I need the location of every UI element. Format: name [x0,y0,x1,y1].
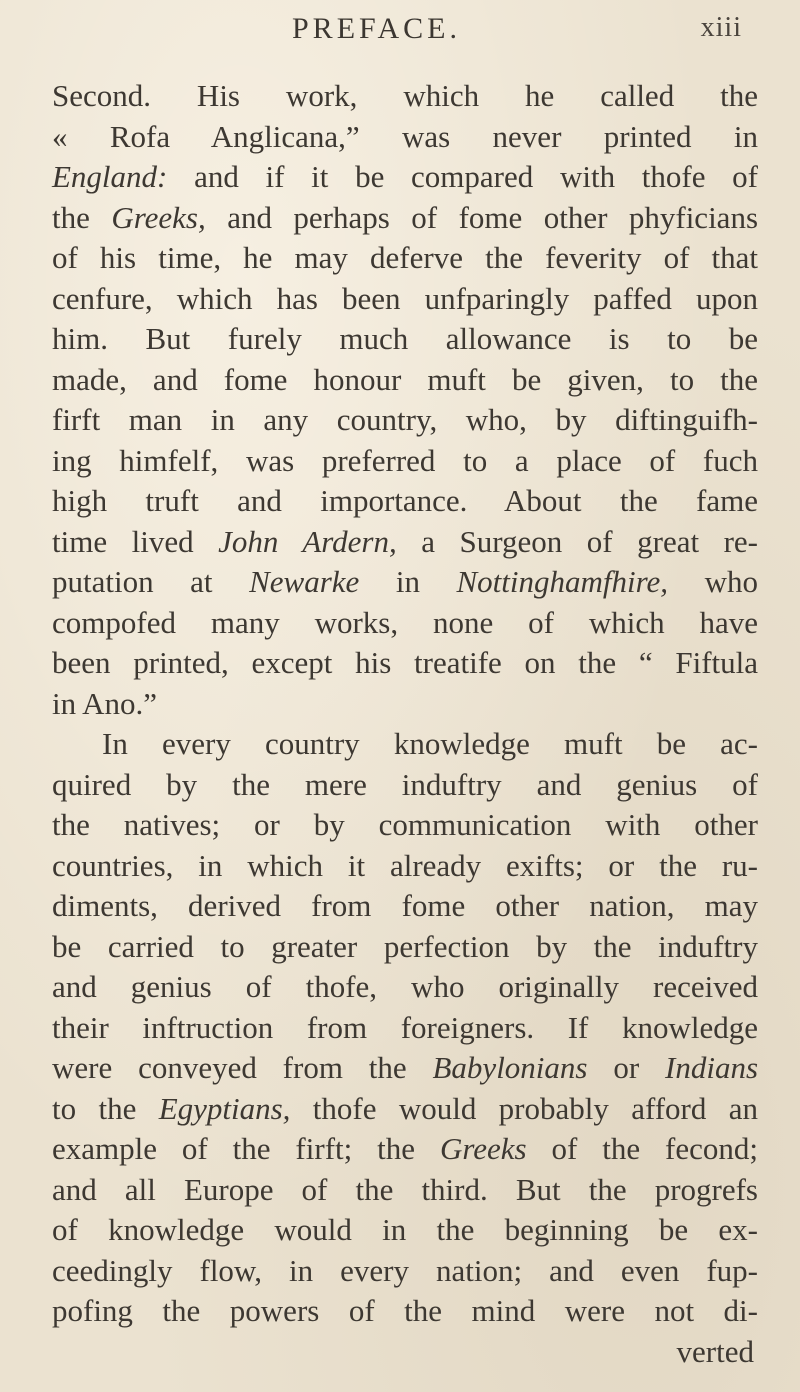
text-run: example of the firft; the [52,1131,440,1166]
text-line [52,117,758,158]
text-run: putation at [52,564,250,599]
text-line [52,1089,758,1130]
text-run: countries, in which it already exifts; or the ru- [52,847,758,883]
text-run: high truft and importance. About the fame [52,483,758,518]
text-line [52,481,758,522]
text-run: were conveyed from the [52,1050,433,1085]
text-run: and all Europe of the third. But the progrefs [52,1171,758,1207]
text-run: a Surgeon of great re- [396,523,758,559]
paragraph-2 [52,724,758,1332]
text-run: be carried to greater perfection by the induftry [52,928,758,964]
text-run: « Rofa Anglicana,” was never printed in [52,118,758,154]
text-line [52,441,758,482]
text-run: of his time, he may deferve the feverity of that [52,240,758,275]
text-line [52,279,758,320]
text-line [52,1251,758,1292]
text-run: In every country knowledge muft be ac- [102,726,758,761]
italic-run: Nottinghamfhire, [456,564,669,599]
text-line [52,238,758,279]
text-run: of knowledge would in the beginning be ex- [52,1212,758,1247]
page-number: xiii [700,12,742,43]
text-line [52,886,758,927]
body-text [52,76,758,1372]
text-line [52,1129,758,1170]
text-run: the [52,199,112,235]
text-run: their inftruction from foreigners. If knowledge [52,1009,758,1045]
text-run: or [587,1050,666,1085]
italic-run: Indians [665,1050,759,1085]
text-run: in Ano.” [52,685,158,721]
text-line [52,1008,758,1049]
text-run: diments, derived from fome other nation, may [52,888,758,923]
text-line [52,562,758,603]
text-line [52,684,758,725]
catchword: verted [676,1333,754,1369]
text-line [52,76,758,117]
italic-run: John Ardern, [218,523,397,559]
italic-run: Egyptians, [158,1090,291,1126]
text-run: pofing the powers of the mind were not di- [52,1293,758,1328]
running-head [0,12,800,56]
text-run: quired by the mere induftry and genius of [52,766,758,802]
text-run: been printed, except his treatife on the “ Fiftula [52,645,758,680]
text-line [52,1210,758,1251]
text-run: Second. His work, which he called the [52,78,758,113]
text-line [52,319,758,360]
paragraph-1 [52,76,758,724]
italic-run: Greeks, [111,199,206,235]
italic-run: Greeks [439,1131,527,1166]
text-run: and perhaps of fome other phyficians [205,199,759,235]
text-run: in [359,564,457,599]
text-line [52,400,758,441]
text-run: firft man in any country, who, by diftinguifh- [52,402,758,437]
text-run: made, and fome honour muft be given, to the [52,361,758,397]
text-run: and genius of thofe, who originally received [52,969,758,1004]
text-run: who [668,564,758,599]
text-run: him. But furely much allowance is to be [52,321,758,356]
text-line [52,522,758,563]
italic-run: England: [52,159,168,194]
text-line [52,1170,758,1211]
text-line [52,724,758,765]
text-run: ing himfelf, was preferred to a place of fuch [52,442,758,478]
text-line [52,765,758,806]
text-line [52,927,758,968]
text-line [52,846,758,887]
text-run: time lived [52,523,219,559]
text-run: thofe would probably afford an [290,1090,758,1126]
text-run: the natives; or by communication with other [52,807,758,842]
text-line [52,603,758,644]
text-run: to the [52,1090,159,1126]
text-run: ceedingly flow, in every nation; and even fup- [52,1252,758,1288]
text-run: and if it be compared with thofe of [167,159,758,194]
text-line [52,643,758,684]
text-line [52,967,758,1008]
text-run: cenfure, which has been unfparingly paffed upon [52,280,758,316]
text-line [52,360,758,401]
running-head-title: PREFACE. [292,12,461,45]
text-line [52,1048,758,1089]
italic-run: Babylonians [432,1050,588,1085]
text-run: of the fecond; [526,1131,758,1166]
italic-run: Newarke [249,564,360,599]
text-line [52,198,758,239]
text-line [52,1291,758,1332]
text-line [52,157,758,198]
text-line [52,805,758,846]
text-run: compofed many works, none of which have [52,604,758,640]
